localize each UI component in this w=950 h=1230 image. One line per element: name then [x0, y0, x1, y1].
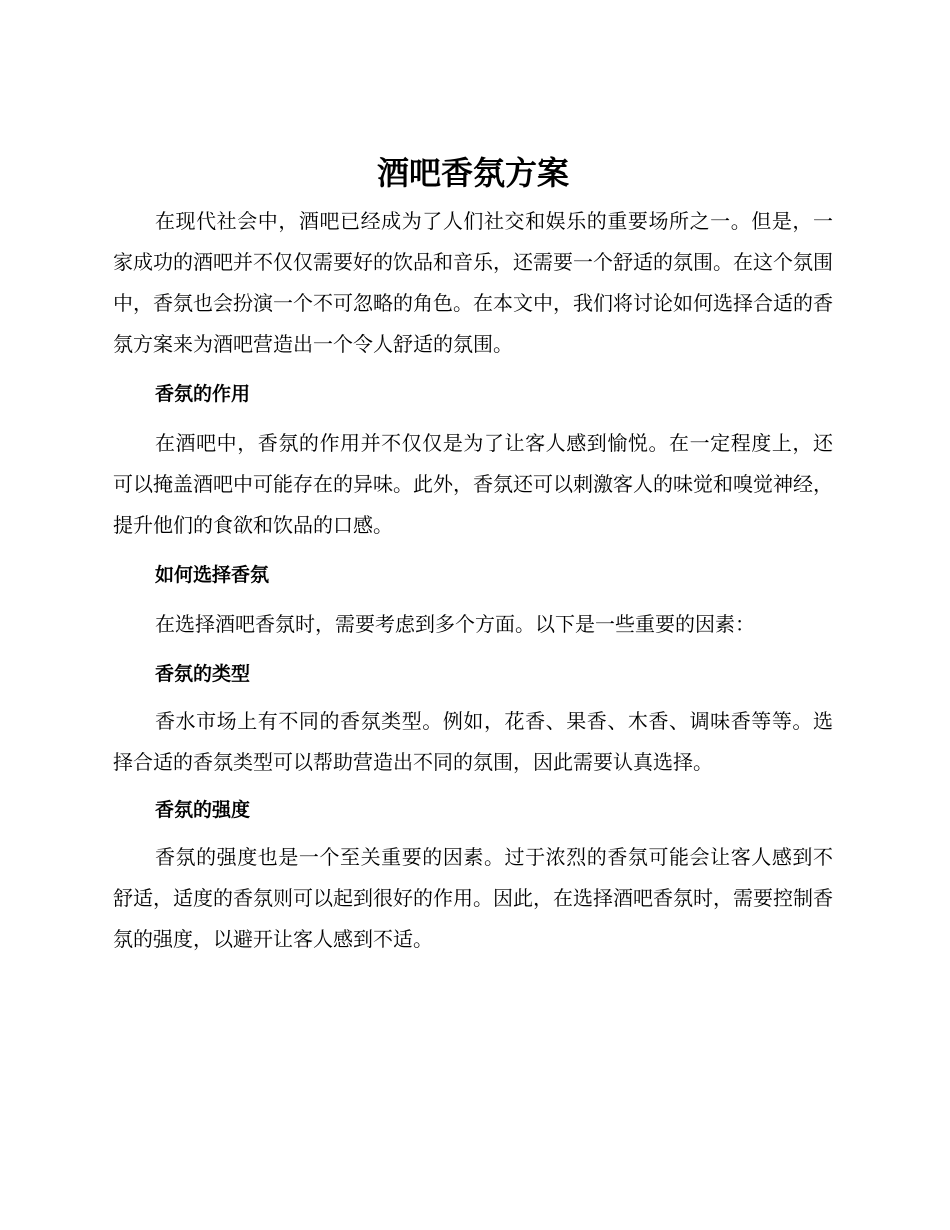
intro-paragraph: 在现代社会中，酒吧已经成为了人们社交和娱乐的重要场所之一。但是，一家成功的酒吧并不仅仅需要好的饮品和音乐，还需要一个舒适的氛围。在这个氛围中，香氛也会扮演一个不可忽略的角色。在本文中，我们将讨论如何选择合适的香氛方案来为酒吧营造出一个令人舒适的氛围。: [113, 209, 833, 356]
section-paragraph-fragrance-role: 在酒吧中，香氛的作用并不仅仅是为了让客人感到愉悦。在一定程度上，还可以掩盖酒吧中可能存在的异味。此外，香氛还可以刺激客人的味觉和嗅觉神经，提升他们的食欲和饮品的口感。: [113, 431, 833, 537]
section-heading-fragrance-role: 香氛的作用: [155, 383, 251, 405]
section-paragraph-fragrance-intensity: 香氛的强度也是一个至关重要的因素。过于浓烈的香氛可能会让客人感到不舒适，适度的香氛则可以起到很好的作用。因此，在选择酒吧香氛时，需要控制香氛的强度，以避开让客人感到不适。: [113, 845, 833, 951]
document-title: 酒吧香氛方案: [376, 154, 569, 192]
section-heading-fragrance-intensity: 香氛的强度: [155, 799, 251, 821]
section-heading-how-to-choose: 如何选择香氛: [155, 564, 270, 586]
section-heading-fragrance-type: 香氛的类型: [155, 663, 251, 685]
section-paragraph-how-to-choose: 在选择酒吧香氛时，需要考虑到多个方面。以下是一些重要的因素：: [155, 612, 755, 636]
section-paragraph-fragrance-type: 香水市场上有不同的香氛类型。例如，花香、果香、木香、调味香等等。选择合适的香氛类型可以帮助营造出不同的氛围，因此需要认真选择。: [113, 709, 833, 774]
document-body: [113, 145, 833, 960]
